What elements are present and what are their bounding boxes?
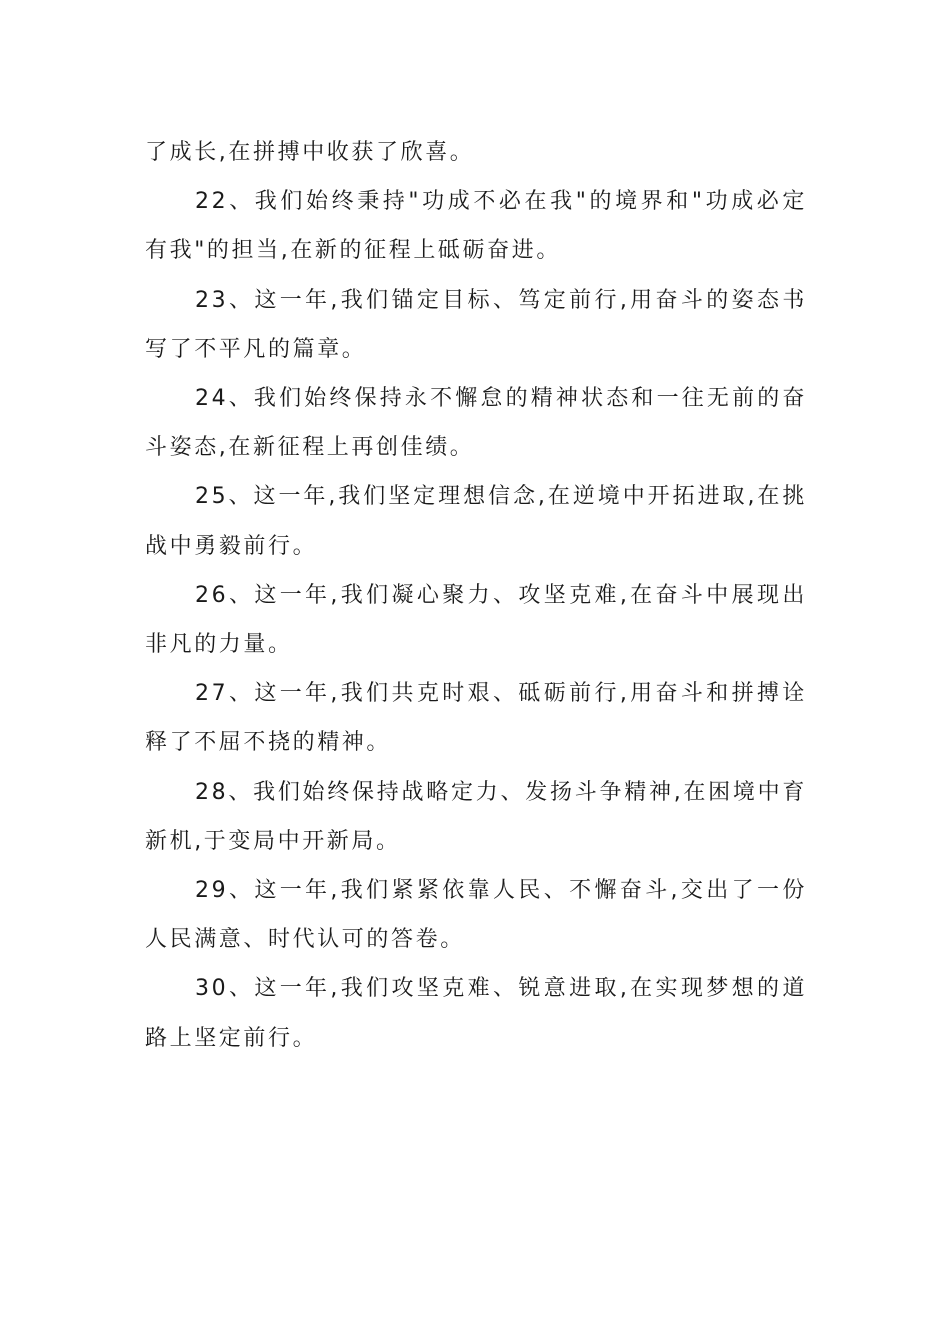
paragraph-27: 27、这一年,我们共克时艰、砥砺前行,用奋斗和拼搏诠释了不屈不挠的精神。: [145, 681, 807, 756]
paragraph-23: 23、这一年,我们锚定目标、笃定前行,用奋斗的姿态书写了不平凡的篇章。: [145, 287, 807, 362]
paragraph-25: 25、这一年,我们坚定理想信念,在逆境中开拓进取,在挑战中勇毅前行。: [145, 484, 807, 559]
paragraph-continued: 了成长,在拼搏中收获了欣喜。: [145, 140, 475, 165]
paragraph-29: 29、这一年,我们紧紧依靠人民、不懈奋斗,交出了一份人民满意、时代认可的答卷。: [145, 878, 807, 953]
paragraph-30: 30、这一年,我们攻坚克难、锐意进取,在实现梦想的道路上坚定前行。: [145, 976, 807, 1051]
paragraph-28: 28、我们始终保持战略定力、发扬斗争精神,在困境中育新机,于变局中开新局。: [145, 779, 807, 854]
paragraph-26: 26、这一年,我们凝心聚力、攻坚克难,在奋斗中展现出非凡的力量。: [145, 582, 807, 658]
document-body: [145, 128, 807, 1063]
paragraph-22: 22、我们始终秉持"功成不必在我"的境界和"功成必定有我"的担当,在新的征程上砥砺奋进。: [145, 189, 807, 264]
paragraph-24: 24、我们始终保持永不懈怠的精神状态和一往无前的奋斗姿态,在新征程上再创佳绩。: [145, 386, 807, 461]
